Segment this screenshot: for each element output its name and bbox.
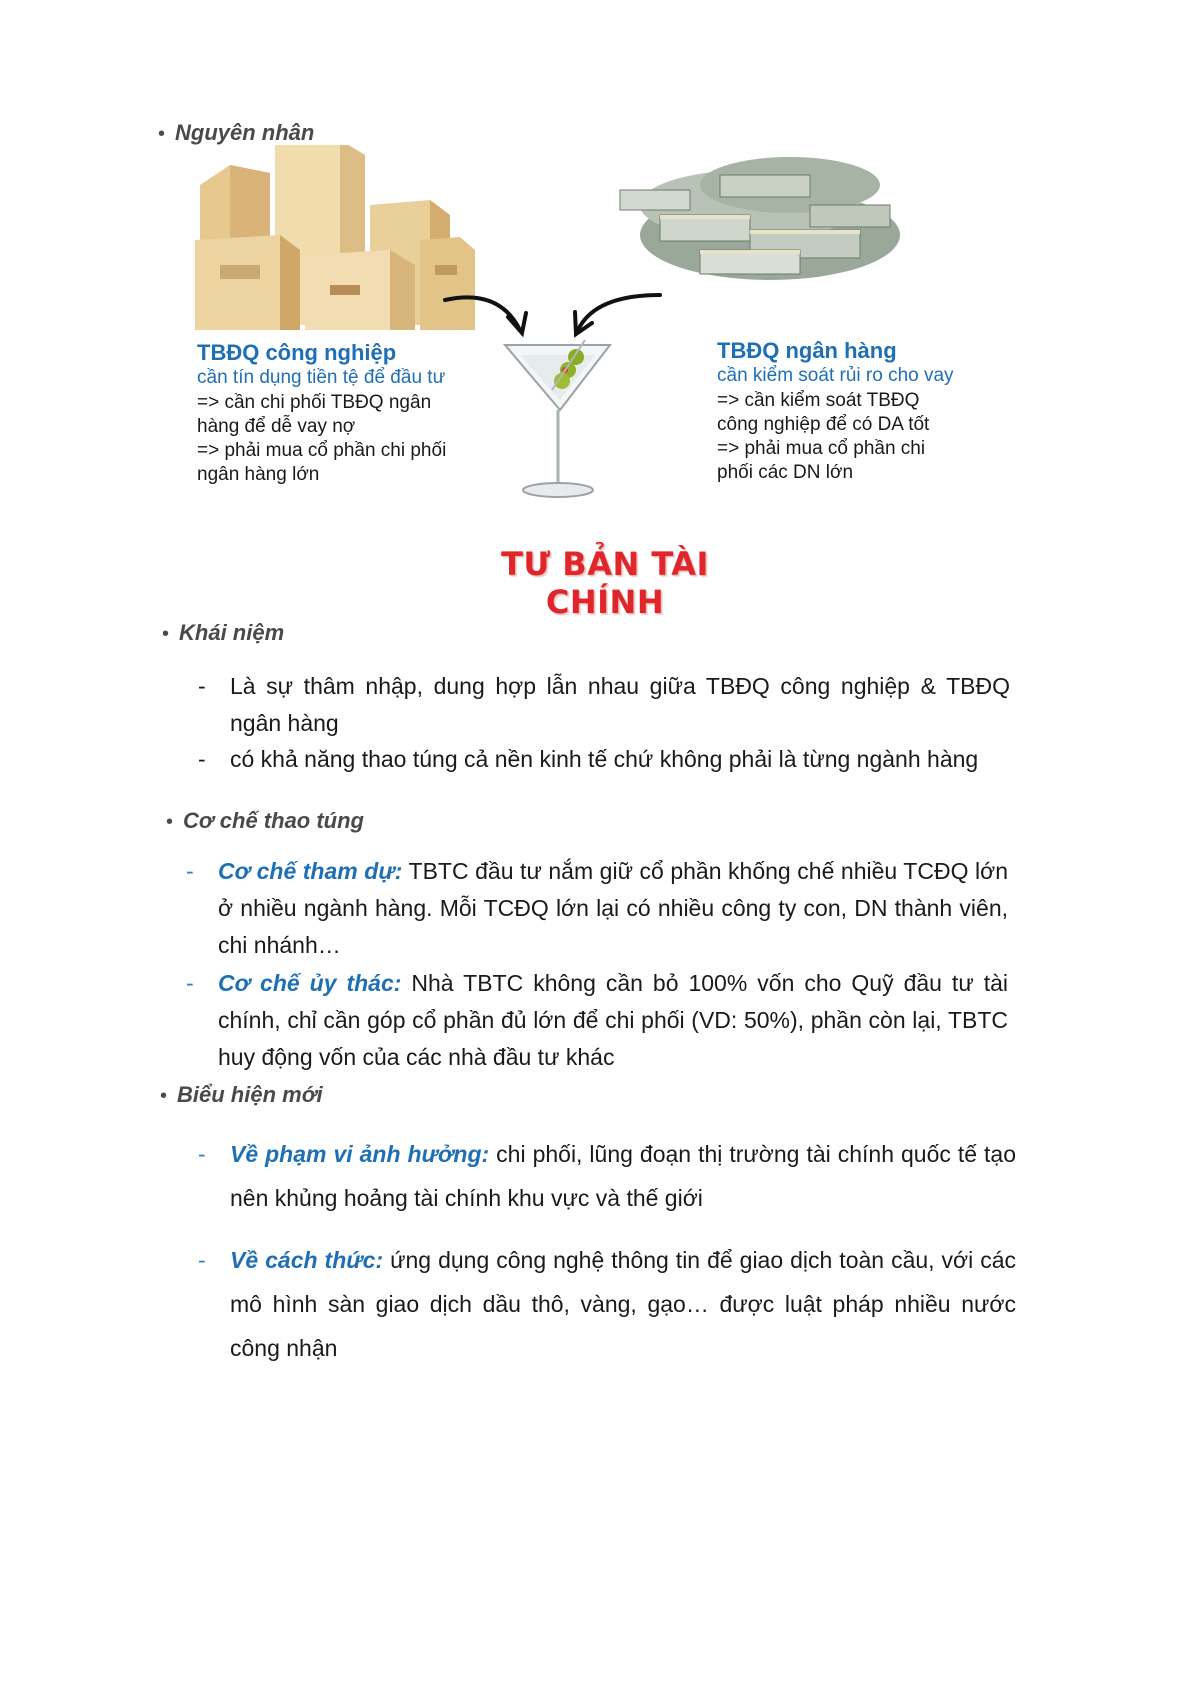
financial-capital-title: TƯ BẢN TÀI CHÍNH (501, 545, 709, 621)
mechanism-item: - Cơ chế ủy thác: Nhà TBTC không cần bỏ 100% vốn cho Quỹ đầu tư tài chính, chỉ cần góp cổ phần đủ lớn để chi phối (VD: 50%), phần còn lại, TBTC huy động vốn của các nhà đầu tư khác (218, 965, 1008, 1076)
left-caption-line: => cần chi phối TBĐQ ngân (197, 392, 432, 413)
section-heading-new-forms: • Biểu hiện mới (160, 1082, 323, 1107)
new-forms-label: Về phạm vi ảnh hưởng: (230, 1141, 490, 1167)
right-caption-line: phối các DN lớn (717, 462, 854, 483)
martini-glass-image (505, 340, 610, 497)
right-caption-line: => cần kiểm soát TBĐQ (717, 390, 920, 411)
left-caption-subtitle: cần tín dụng tiền tệ để đầu tư (197, 367, 446, 388)
left-caption-line: ngân hàng lớn (197, 464, 320, 485)
right-caption-line: công nghiệp để có DA tốt (717, 414, 930, 435)
mechanism-item: - Cơ chế tham dự: TBTC đầu tư nắm giữ cổ phần khống chế nhiều TCĐQ lớn ở nhiều ngành hàng. Mỗi TCĐQ lớn lại có nhiều công ty con, DN thành viên, chi nhánh… (218, 853, 1008, 964)
mechanism-label: Cơ chế tham dự: (218, 858, 403, 884)
section-heading-mechanism: • Cơ chế thao túng (166, 808, 364, 833)
dash-marker: - (198, 673, 206, 699)
dash-marker: - (198, 1141, 206, 1167)
arrow-right-to-glass (575, 295, 660, 334)
new-forms-label: Về cách thức: (230, 1247, 384, 1273)
dash-marker: - (198, 746, 206, 772)
bullet-marker: • (166, 811, 174, 833)
new-forms-item: - Về phạm vi ảnh hưởng: chi phối, lũng đoạn thị trường tài chính quốc tế tạo nên khủng hoảng tài chính khu vực và thế giới (230, 1132, 1016, 1220)
bullet-marker: • (160, 1085, 168, 1107)
bullet-marker: • (162, 623, 170, 645)
left-caption-line: => phải mua cổ phần chi phối (197, 440, 447, 461)
concept-item: - có khả năng thao túng cả nền kinh tế chứ không phải là từng ngành hàng (230, 741, 1030, 778)
financial-capital-diagram (190, 145, 1010, 621)
section-heading-concept: • Khái niệm (162, 620, 285, 645)
mechanism-label: Cơ chế ủy thác: (218, 970, 402, 996)
bullet-marker: • (158, 123, 166, 145)
dash-marker: - (198, 1247, 206, 1273)
cardboard-boxes-image (195, 145, 475, 330)
right-caption-line: => phải mua cổ phần chi (717, 438, 926, 459)
new-forms-item: - Về cách thức: ứng dụng công nghệ thông tin để giao dịch toàn cầu, với các mô hình sàn giao dịch dầu thô, vàng, gạo… được luật pháp nhiều nước công nhận (230, 1238, 1016, 1370)
right-caption-subtitle: cần kiểm soát rủi ro cho vay (717, 365, 954, 386)
dash-marker: - (186, 970, 194, 996)
left-caption-line: hàng để dễ vay nợ (197, 416, 356, 437)
money-stacks-image (620, 157, 900, 280)
dash-marker: - (186, 858, 194, 884)
right-caption-title: TBĐQ ngân hàng (717, 338, 897, 363)
section-heading-causes: • Nguyên nhân (158, 120, 315, 145)
right-caption-body (717, 389, 967, 485)
left-caption-body (197, 391, 457, 487)
concept-item: - Là sự thâm nhập, dung hợp lẫn nhau giữa TBĐQ công nghiệp & TBĐQ ngân hàng (230, 668, 1010, 742)
left-caption-title: TBĐQ công nghiệp (197, 340, 397, 365)
